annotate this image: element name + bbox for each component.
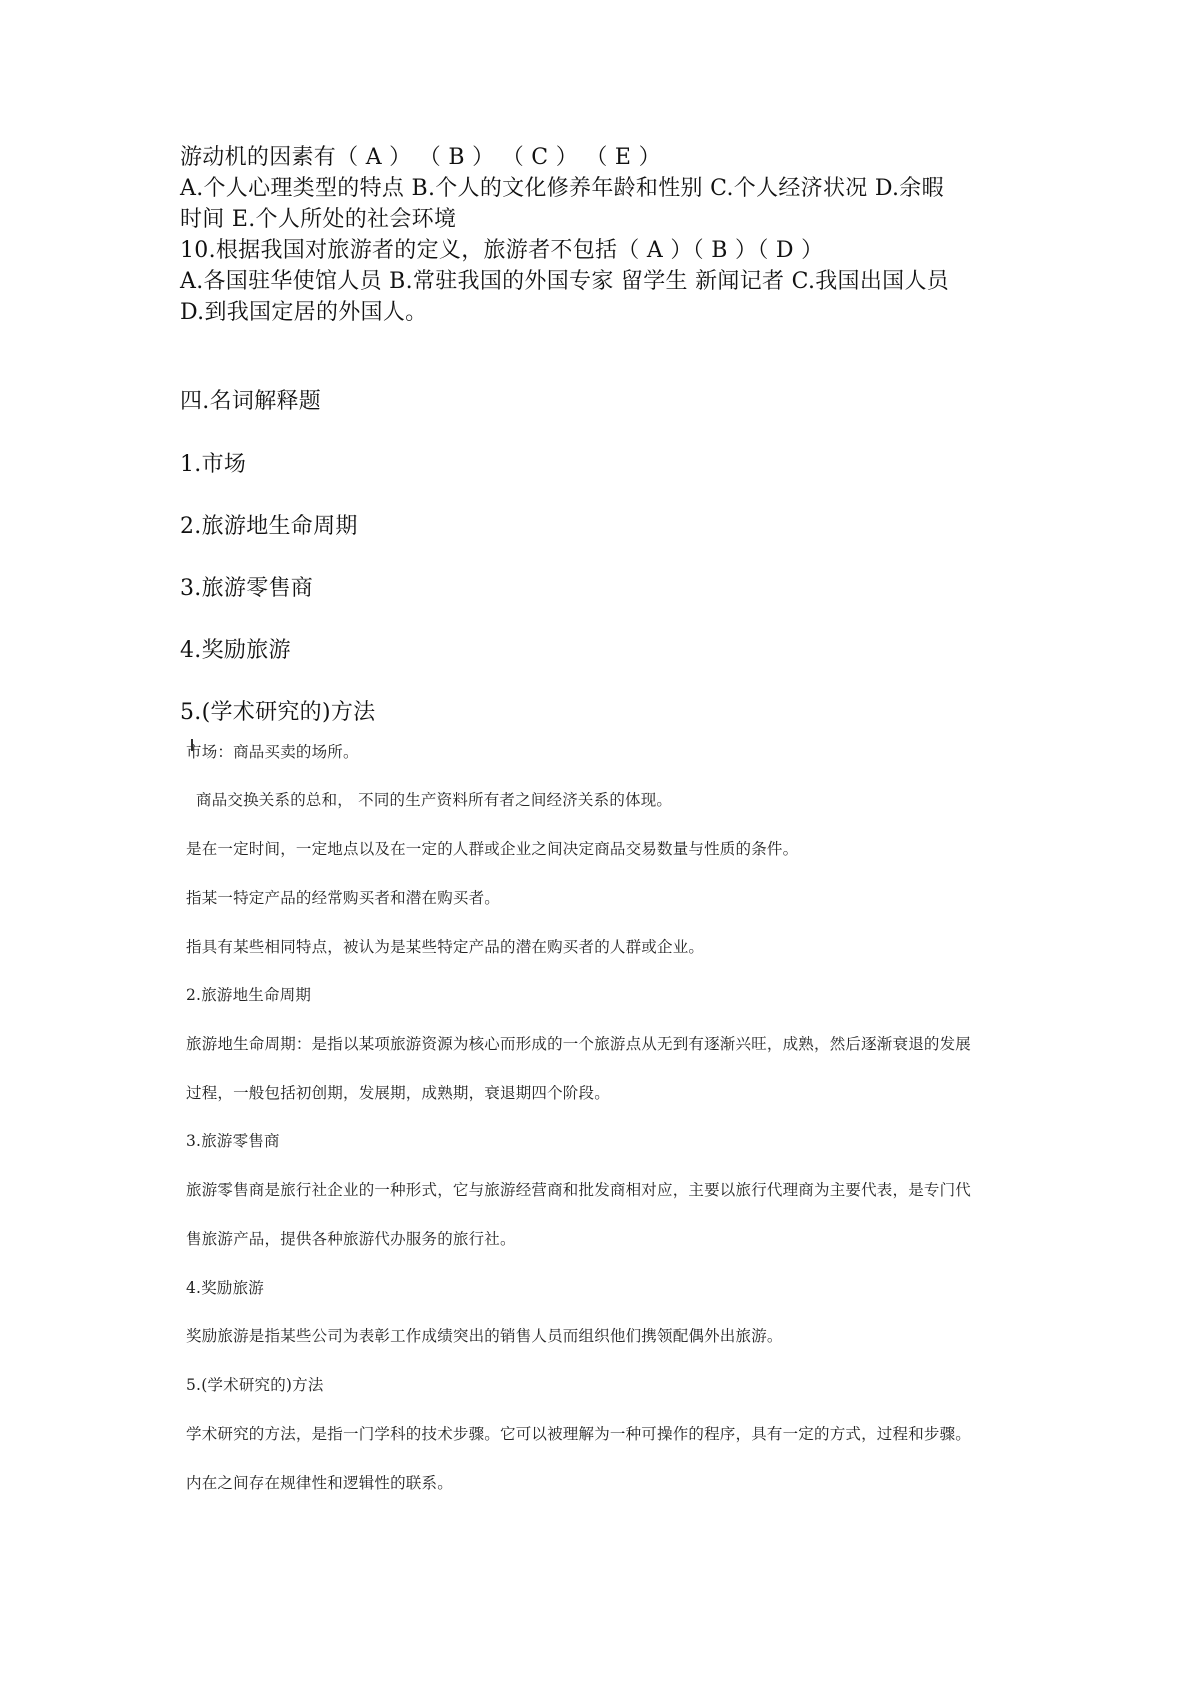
answer-line: 商品交换关系的总和， 不同的生产资料所有者之间经济关系的体现。 — [196, 791, 673, 809]
answer-line: 旅游零售商是旅行社企业的一种形式，它与旅游经营商和批发商相对应，主要以旅行代理商为主要代表，是专门代 — [186, 1181, 972, 1199]
answer-line: 过程，一般包括初创期，发展期，成熟期，衰退期四个阶段。 — [186, 1084, 610, 1102]
answer-heading: 5.(学术研究的)方法 — [186, 1376, 324, 1394]
question-10-stem: 10.根据我国对旅游者的定义，旅游者不包括（ A ）（ B ）（ D ） — [180, 238, 824, 263]
answer-line: 售旅游产品，提供各种旅游代办服务的旅行社。 — [186, 1230, 516, 1248]
section-heading: 四.名词解释题 — [180, 389, 322, 414]
term-item: 1.市场 — [180, 452, 247, 477]
answer-line: 内在之间存在规律性和逻辑性的联系。 — [186, 1474, 453, 1492]
term-item: 3.旅游零售商 — [180, 576, 314, 601]
answer-line: 指具有某些相同特点，被认为是某些特定产品的潜在购买者的人群或企业。 — [186, 938, 705, 956]
answer-heading: 3.旅游零售商 — [186, 1132, 280, 1150]
question-10-choices-continued: D.到我国定居的外国人。 — [180, 300, 428, 325]
question-9-choices-line: A.个人心理类型的特点 B.个人的文化修养年龄和性别 C.个人经济状况 D.余暇 — [180, 176, 944, 201]
question-9-choices-continued: 时间 E.个人所处的社会环境 — [180, 207, 457, 232]
answer-line: 市场：商品买卖的场所。 — [186, 743, 359, 761]
answer-line: 指某一特定产品的经常购买者和潜在购买者。 — [186, 889, 501, 907]
answer-line: 是在一定时间，一定地点以及在一定的人群或企业之间决定商品交易数量与性质的条件。 — [186, 840, 799, 858]
question-9-options-line: 游动机的因素有（ A ） （ B ） （ C ） （ E ） — [180, 145, 661, 170]
term-item: 5.(学术研究的)方法 — [180, 700, 376, 725]
answer-line: 奖励旅游是指某些公司为表彰工作成绩突出的销售人员而组织他们携领配偶外出旅游。 — [186, 1327, 783, 1345]
question-10-choices-line: A.各国驻华使馆人员 B.常驻我国的外国专家 留学生 新闻记者 C.我国出国人员 — [180, 269, 950, 294]
answer-heading: 2.旅游地生命周期 — [186, 986, 312, 1004]
answer-line: 学术研究的方法，是指一门学科的技术步骤。它可以被理解为一种可操作的程序，具有一定的方式，过程和步骤。 — [186, 1425, 972, 1443]
answer-heading: 4.奖励旅游 — [186, 1279, 264, 1297]
answer-line: 旅游地生命周期：是指以某项旅游资源为核心而形成的一个旅游点从无到有逐渐兴旺，成熟，然后逐渐衰退的发展 — [186, 1035, 972, 1053]
term-item: 4.奖励旅游 — [180, 638, 291, 663]
term-item: 2.旅游地生命周期 — [180, 514, 358, 539]
